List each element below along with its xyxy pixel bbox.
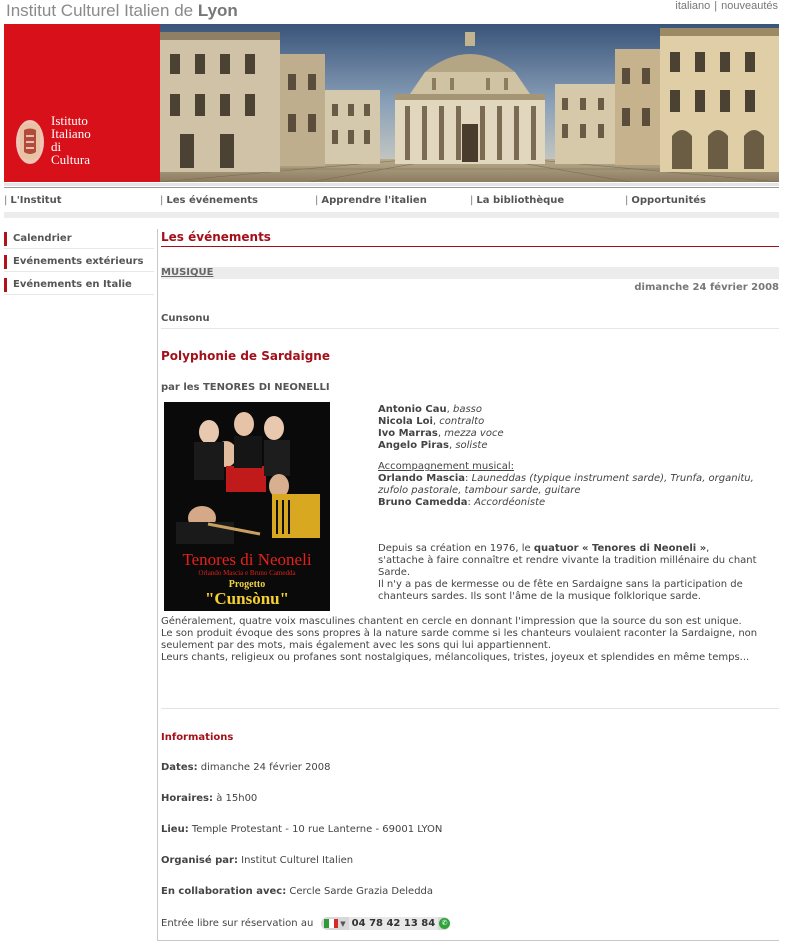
logo-line-2: Italiano	[51, 126, 91, 141]
poster-progetto: Progetto	[228, 579, 266, 590]
nav-separator: |	[315, 195, 319, 206]
category-link-musique[interactable]	[161, 267, 779, 279]
cast-member-name: Antonio Cau	[378, 404, 447, 415]
cast-member-name: Ivo Marras	[378, 428, 438, 439]
cast-member-role: soliste	[455, 440, 488, 451]
sidebar-item-label: Evénements extérieurs	[13, 256, 144, 267]
institute-logo[interactable]	[4, 24, 160, 182]
event-date-top: dimanche 24 février 2008	[634, 282, 779, 293]
top-links	[675, 0, 778, 12]
nav-separator: |	[160, 195, 164, 206]
info-separator	[161, 708, 779, 709]
info-value: à 15h00	[213, 793, 258, 804]
info-hours	[161, 793, 257, 804]
description-text: , s'attache à faire connaître et rendre vivante la tradition millénaire du chant Sarde.	[378, 543, 757, 578]
accompanist: Orlando Mascia: Launeddas (typique instrument sarde), Trunfa, organitu, zufolo pastorale, tambour sarde, guitare	[378, 473, 754, 496]
sidebar-marker	[4, 232, 7, 246]
sidebar-marker	[4, 278, 7, 292]
cast-member: Ivo Marras, mezza voce	[378, 428, 504, 439]
poster-photo-icon	[164, 402, 330, 552]
nav-separator: |	[4, 195, 8, 206]
nav-item-apprendre[interactable]	[315, 195, 427, 206]
event-poster	[164, 402, 330, 611]
top-links-separator: |	[714, 0, 718, 12]
cast-list	[378, 404, 758, 603]
event-subcategory: Cunsonu	[161, 313, 779, 329]
poster-title: Tenores di Neoneli	[182, 550, 312, 569]
site-title-city: Lyon	[197, 1, 238, 20]
cast-member-role: mezza voce	[444, 428, 504, 439]
event-performers: par les TENORES DI NEONELLI	[161, 382, 330, 393]
nav-item-label: Opportunités	[631, 195, 706, 206]
sidebar-item-evenements-exterieurs[interactable]	[4, 252, 154, 272]
reservation-text: Entrée libre sur réservation au	[161, 918, 314, 929]
header-banner	[4, 24, 779, 182]
group-description-2: Il n'y a pas de kermesse ou de fête en Sardaigne sans la participation de chanteurs sardes. Ils sont l'âme de la musique folklorique sarde.	[378, 579, 743, 602]
info-label: Organisé par:	[161, 855, 238, 866]
nav-separator: |	[625, 195, 629, 206]
page-title: Les événements	[161, 228, 779, 247]
nav-top-rule	[4, 183, 779, 186]
accompanist-name: Orlando Mascia	[378, 473, 465, 484]
description-paragraph: Le son produit évoque des sons propres à la nature sarde comme si les chanteurs voulaient raconter la Sardaigne, non seulement par des mots, mais également avec les sons qui lui appartiennent.	[161, 628, 758, 651]
nav-item-institut[interactable]	[4, 195, 62, 206]
logo-line-1: Istituto	[51, 113, 88, 128]
info-value: dimanche 24 février 2008	[197, 762, 331, 773]
info-collaboration	[161, 886, 433, 897]
reservation-line	[161, 917, 450, 930]
event-description	[161, 616, 779, 664]
sidebar-item-calendrier[interactable]	[4, 229, 154, 249]
description-text: Depuis sa création en 1976, le	[378, 543, 534, 554]
logo-line-4: Cultura	[51, 152, 90, 167]
nav-item-evenements[interactable]	[160, 195, 258, 206]
nav-item-opportunites[interactable]	[625, 195, 706, 206]
nav-item-label: Les événements	[166, 195, 259, 206]
nav-item-label: L'Institut	[10, 195, 62, 206]
cast-member-name: Angelo Piras	[378, 440, 449, 451]
lang-italiano-link[interactable]: italiano	[675, 0, 711, 12]
accompanist: Bruno Camedda: Accordéoniste	[378, 497, 546, 508]
main-nav	[4, 194, 779, 210]
phone-widget[interactable]	[321, 917, 450, 930]
content-left-border	[157, 229, 158, 941]
accompaniment-heading: Accompagnement musical:	[378, 461, 515, 472]
info-dates	[161, 762, 331, 773]
accompanist-role: Accordéoniste	[474, 497, 546, 508]
info-label: En collaboration avec:	[161, 886, 287, 897]
nav-bottom-rule	[4, 212, 779, 218]
info-organizer	[161, 855, 353, 866]
sidebar-item-label: Calendrier	[13, 233, 72, 244]
logo-line-3: di	[51, 139, 62, 154]
event-title: Polyphonie de Sardaigne	[161, 349, 330, 363]
content-bottom-border	[157, 940, 779, 941]
poster-subtitle: Orlando Mascia e Bruno Camedda	[198, 569, 296, 577]
cast-member: Nicola Loi, contralto	[378, 416, 485, 427]
nav-separator: |	[470, 195, 474, 206]
description-paragraph: Leurs chants, religieux ou profanes sont nostalgiques, mélancoliques, tristes, joyeux et splendides en même temps...	[161, 652, 750, 663]
nav-item-label: Apprendre l'italien	[321, 195, 427, 206]
info-label: Dates:	[161, 762, 198, 773]
site-title	[6, 1, 238, 21]
group-description	[378, 543, 758, 579]
info-label: Lieu:	[161, 824, 189, 835]
ideal-city-painting	[160, 24, 779, 182]
info-value: Cercle Sarde Grazia Deledda	[286, 886, 434, 897]
cast-member-name: Nicola Loi	[378, 416, 433, 427]
news-link[interactable]: nouveautés	[721, 0, 778, 12]
cast-member: Antonio Cau, basso	[378, 404, 482, 415]
category-label: MUSIQUE	[161, 267, 214, 278]
accompanist-role: Launeddas (typique instrument sarde), Trunfa, organitu, zufolo pastorale, tambour sarde, guitare	[378, 473, 754, 496]
info-heading: Informations	[161, 732, 234, 743]
sidebar	[4, 229, 154, 298]
cast-member-role: contralto	[439, 416, 485, 427]
info-value: Temple Protestant - 10 rue Lanterne - 69001 LYON	[188, 824, 443, 835]
description-highlight: quatuor « Tenores di Neoneli »	[533, 543, 707, 554]
info-place	[161, 824, 442, 835]
main-content	[161, 228, 779, 929]
sidebar-item-evenements-italie[interactable]	[4, 275, 154, 295]
italy-flag-icon	[324, 919, 338, 928]
accompanist-name: Bruno Camedda	[378, 497, 468, 508]
emblem-icon	[14, 116, 46, 166]
phone-number[interactable]: 04 78 42 13 84	[349, 917, 439, 930]
poster-project-name: "Cunsònu"	[204, 589, 290, 608]
cast-member: Angelo Piras, soliste	[378, 440, 488, 451]
chevron-down-icon[interactable]: ▼	[340, 919, 346, 928]
info-value: Institut Culturel Italien	[237, 855, 354, 866]
nav-top-line	[4, 187, 779, 188]
description-paragraph: Généralement, quatre voix masculines chantent en cercle en donnant l'impression que la source du son est unique.	[161, 616, 742, 627]
logo-text	[51, 114, 91, 166]
nav-item-bibliotheque[interactable]	[470, 195, 564, 206]
nav-item-label: La bibliothèque	[476, 195, 565, 206]
sidebar-item-label: Evénements en Italie	[13, 279, 132, 290]
sidebar-marker	[4, 255, 7, 269]
info-label: Horaires:	[161, 793, 214, 804]
site-title-prefix: Institut Culturel Italien de	[6, 1, 198, 20]
cast-member-role: basso	[452, 404, 482, 415]
call-icon[interactable]: ✆	[439, 918, 450, 929]
